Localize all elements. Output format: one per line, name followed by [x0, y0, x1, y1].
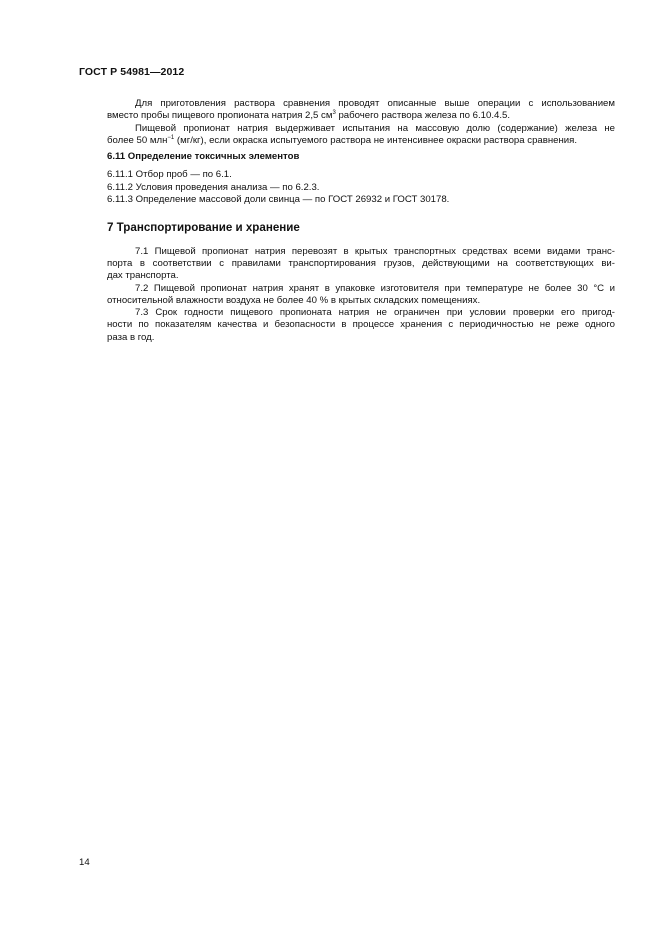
text-line: дах транспорта. [107, 270, 179, 282]
text-line: порта в соответствии с правилами транспортирования грузов, действующими на соответствующих ви- [107, 257, 615, 269]
list-item: 6.11.1 Отбор проб — по 6.1. [107, 169, 232, 181]
paragraph-iron-test [79, 123, 615, 148]
text-line: 7.3 Срок годности пищевого пропионата натрия не ограничен при условии проверки его пригод- [135, 307, 615, 319]
text-fragment: вместо пробы пищевого пропионата натрия 2,5 см [107, 110, 333, 122]
text-line: ности по показателям качества и безопасности в процессе хранения с периодичностью не реже одного [107, 319, 615, 331]
subsection-heading-6-11: 6.11 Определение токсичных элементов [107, 151, 300, 163]
text-line: Для приготовления раствора сравнения проводят описанные выше операции с использованием [135, 98, 615, 109]
text-line [79, 135, 615, 147]
text-line: относительной влажности воздуха не более 40 % в крытых складских помещениях. [107, 294, 481, 306]
paragraph-7-1 [79, 246, 615, 283]
text-line [79, 110, 615, 122]
list-item: 6.11.2 Условия проведения анализа — по 6.2.3. [107, 181, 320, 193]
text-line: Пищевой пропионат натрия выдерживает испытания на массовую долю (содержание) железа не [135, 122, 615, 134]
text-line: раза в год. [107, 331, 155, 343]
text-line: 7.1 Пищевой пропионат натрия перевозят в крытых транспортных средствах всеми видами транс- [135, 245, 615, 257]
section-heading-7: 7 Транспортирование и хранение [107, 221, 300, 235]
paragraph-7-3 [79, 307, 615, 344]
text-line: 7.2 Пищевой пропионат натрия хранят в упаковке изготовителя при температуре не более 30 °С и [135, 282, 615, 294]
paragraph-reference-solution [79, 98, 615, 123]
paragraph-7-2 [79, 283, 615, 308]
text-fragment: рабочего раствора железа по 6.10.4.5. [335, 110, 510, 122]
superscript: −1 [167, 134, 175, 141]
page-number: 14 [79, 857, 90, 868]
document-body [79, 98, 615, 344]
text-fragment: более 50 млн [107, 134, 168, 146]
list-item: 6.11.3 Определение массовой доли свинца — по ГОСТ 26932 и ГОСТ 30178. [107, 194, 450, 206]
text-fragment: (мг/кг), если окраска испытуемого раствора не интенсивнее окраски раствора сравнения. [174, 134, 577, 146]
document-header: ГОСТ Р 54981—2012 [79, 66, 185, 78]
superscript: 3 [332, 110, 336, 117]
